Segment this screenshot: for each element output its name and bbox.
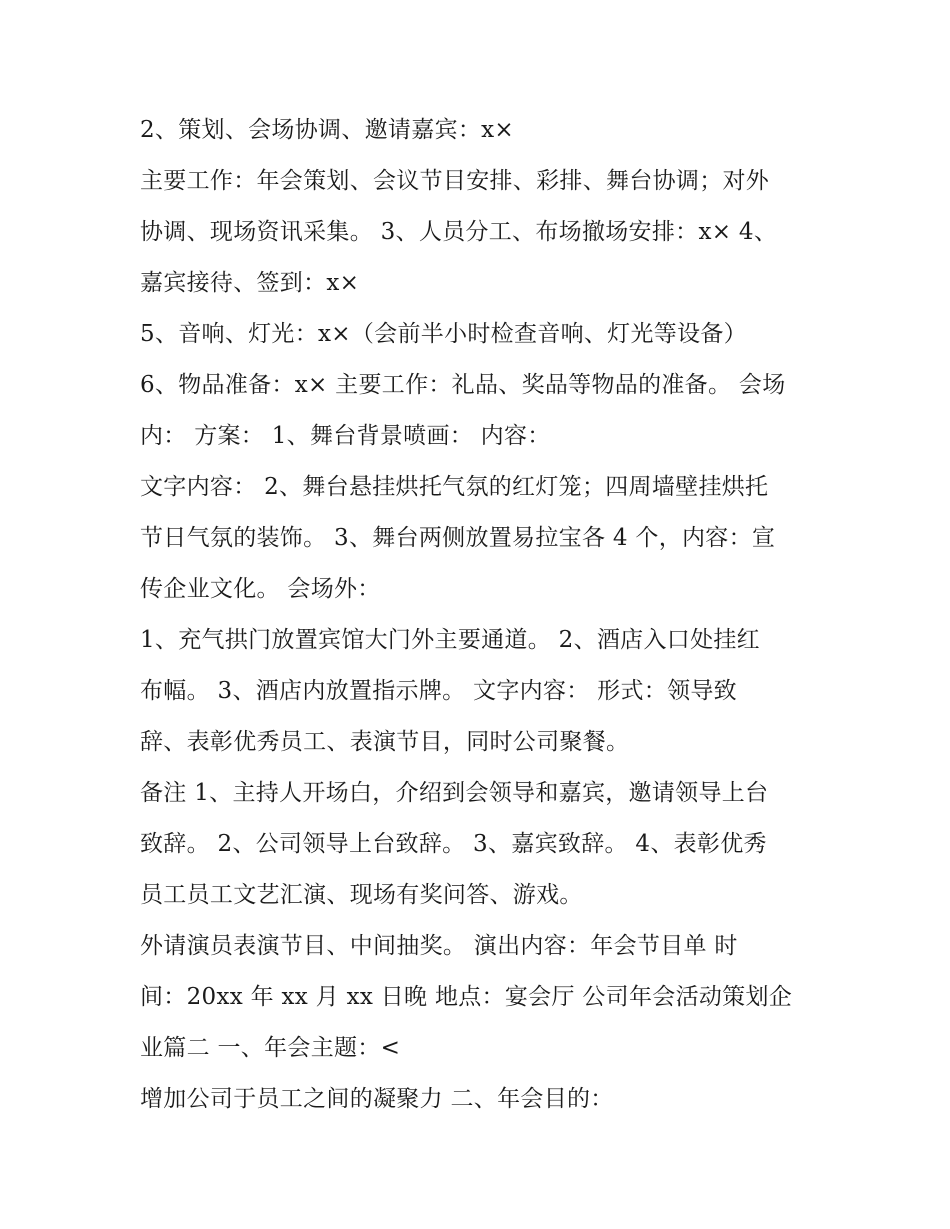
text-line: 传企业文化。 会场外： — [140, 576, 381, 602]
text-line: 5、音响、灯光：x×（会前半小时检查音响、灯光等设备） — [140, 321, 747, 347]
text-line: 嘉宾接待、签到：x× — [140, 270, 360, 296]
text-line: 增加公司于员工之间的凝聚力 二、年会目的： — [140, 1086, 614, 1112]
text-line: 文字内容： 2、舞台悬挂烘托气氛的红灯笼；四周墙壁挂烘托 — [140, 474, 769, 500]
text-line: 1、充气拱门放置宾馆大门外主要通道。 2、酒店入口处挂红 — [140, 627, 760, 653]
text-line: 员工员工文艺汇演、现场有奖问答、游戏。 — [140, 882, 583, 908]
text-line: 节日气氛的装饰。 3、舞台两侧放置易拉宝各 4 个，内容：宣 — [140, 525, 776, 551]
text-line: 内： 方案： 1、舞台背景喷画： 内容： — [140, 423, 551, 449]
text-line: 业篇二 一、年会主题：< — [140, 1035, 401, 1061]
text-line: 协调、现场资讯采集。 3、人员分工、布场撤场安排：x× 4、 — [140, 219, 778, 245]
text-line: 间：20xx 年 xx 月 xx 日晚 地点：宴会厅 公司年会活动策划企 — [140, 984, 793, 1010]
text-line: 辞、表彰优秀员工、表演节目，同时公司聚餐。 — [140, 729, 630, 755]
text-line: 致辞。 2、公司领导上台致辞。 3、嘉宾致辞。 4、表彰优秀 — [140, 831, 767, 857]
text-line: 6、物品准备：x× 主要工作：礼品、奖品等物品的准备。 会场 — [140, 372, 786, 398]
text-line: 备注 1、主持人开场白，介绍到会领导和嘉宾，邀请领导上台 — [140, 780, 769, 806]
text-line: 2、策划、会场协调、邀请嘉宾：x× — [140, 117, 514, 143]
text-line: 外请演员表演节目、中间抽奖。 演出内容：年会节目单 时 — [140, 933, 738, 959]
text-line: 布幅。 3、酒店内放置指示牌。 文字内容： 形式：领导致 — [140, 678, 737, 704]
text-line: 主要工作：年会策划、会议节目安排、彩排、舞台协调；对外 — [140, 168, 770, 194]
